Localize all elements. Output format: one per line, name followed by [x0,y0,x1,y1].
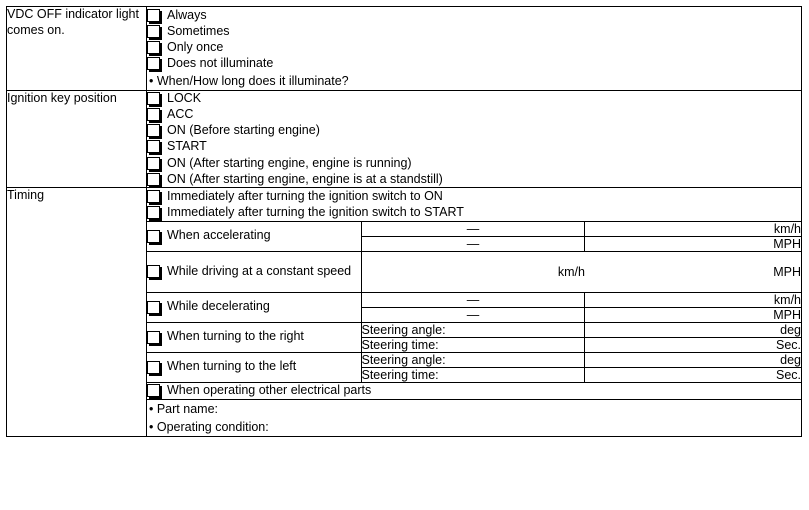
unit-accelerating-kmh: km/h [585,221,801,236]
option-ignition-on-engine-standstill[interactable] [147,171,801,187]
option-label: Sometimes [167,23,230,38]
option-vdc-always[interactable] [147,7,801,23]
option-label: ACC [167,107,194,122]
row-options-vdc [147,7,802,91]
checkbox-icon[interactable] [147,190,160,203]
timing-condition-turn-right-line1 [147,322,801,337]
condition-label-decelerating-cell [147,292,361,322]
condition-label-accelerating-cell [147,221,361,251]
timing-condition-decelerating-line1 [147,292,801,307]
option-label: ON (Before starting engine) [167,123,320,138]
row-label-ignition: Ignition key position [7,90,147,188]
checkbox-icon[interactable] [147,384,160,397]
option-ignition-on-engine-running[interactable] [147,155,801,171]
field-label-turn-left-steering-angle[interactable]: Steering angle: [361,352,585,367]
row-label-timing: Timing [7,188,147,436]
field-label-turn-left-steering-time[interactable]: Steering time: [361,367,585,382]
option-while-driving-constant-speed[interactable] [147,264,361,280]
value-field-decelerating-kmh[interactable]: — [361,292,585,307]
option-ignition-on-before-start[interactable] [147,123,801,139]
checkbox-icon[interactable] [147,173,160,186]
unit-decelerating-mph: MPH [585,307,801,322]
table-row-timing [7,188,802,436]
option-when-turning-right[interactable] [147,330,361,344]
checkbox-icon[interactable] [147,92,160,105]
unit-constant-speed-mph: MPH [585,251,801,292]
note-part-name: • Part name: [149,401,218,416]
unit-turn-right-sec: Sec. [585,337,801,352]
timing-condition-accelerating-line1 [147,221,801,236]
table-row-vdc [7,7,802,91]
checkbox-icon[interactable] [147,331,160,344]
checkbox-icon[interactable] [147,140,160,153]
field-label-turn-right-steering-time[interactable]: Steering time: [361,337,585,352]
timing-notes [147,399,801,436]
note-operating-condition: • Operating condition: [149,419,269,434]
option-when-turning-left[interactable] [147,360,361,374]
option-other-electrical-parts-cell [147,382,801,399]
checkbox-icon[interactable] [147,9,160,22]
option-ignition-lock[interactable] [147,91,801,107]
row-label-vdc: VDC OFF indicator light comes on. [7,7,147,91]
value-field-accelerating-kmh[interactable]: — [361,221,585,236]
field-label-turn-right-steering-angle[interactable]: Steering angle: [361,322,585,337]
diagnostic-worksheet-table [6,6,802,437]
option-when-operating-other-electrical-parts[interactable] [147,383,801,399]
row-options-ignition [147,90,802,188]
option-label: ON (After starting engine, engine is running) [167,155,412,170]
option-label: ON (After starting engine, engine is at a standstill) [167,171,443,186]
option-vdc-sometimes[interactable] [147,23,801,39]
checkbox-icon[interactable] [147,25,160,38]
timing-top-options-row [147,188,801,221]
condition-label-constant-speed-cell [147,251,361,292]
option-label: Immediately after turning the ignition switch to START [167,204,464,219]
unit-turn-right-deg: deg [585,322,801,337]
timing-top-options [147,188,801,221]
option-timing-after-ign-on[interactable] [147,188,801,204]
checkbox-icon[interactable] [147,206,160,219]
unit-decelerating-kmh: km/h [585,292,801,307]
checkbox-icon[interactable] [147,265,160,278]
note-vdc-duration: • When/How long does it illuminate? [149,73,349,88]
checkbox-icon[interactable] [147,41,160,54]
option-label: Does not illuminate [167,55,274,70]
unit-turn-left-deg: deg [585,352,801,367]
checkbox-icon[interactable] [147,157,160,170]
condition-label-turn-right-cell [147,322,361,352]
unit-constant-speed-kmh: km/h [361,251,585,292]
timing-condition-other-parts [147,382,801,399]
option-ignition-start[interactable] [147,139,801,155]
unit-turn-left-sec: Sec. [585,367,801,382]
option-label: Always [167,7,207,22]
checkbox-icon[interactable] [147,57,160,70]
timing-condition-constant-speed [147,251,801,292]
timing-condition-turn-left-line1 [147,352,801,367]
option-while-decelerating[interactable] [147,300,361,314]
checkbox-icon[interactable] [147,124,160,137]
option-ignition-acc[interactable] [147,107,801,123]
table-row-ignition [7,90,802,188]
row-options-timing [147,188,802,436]
unit-accelerating-mph: MPH [585,236,801,251]
condition-label-turn-left-cell [147,352,361,382]
option-label: Immediately after turning the ignition switch to ON [167,188,443,203]
option-label: LOCK [167,91,202,105]
checkbox-icon[interactable] [147,301,160,314]
checkbox-icon[interactable] [147,108,160,121]
option-label: When accelerating [167,228,271,242]
option-label: While driving at a constant speed [167,263,352,278]
value-field-decelerating-mph[interactable]: — [361,307,585,322]
timing-subtable [147,188,801,435]
option-label: While decelerating [167,299,270,313]
option-label: START [167,139,207,154]
option-when-accelerating[interactable] [147,229,361,243]
option-vdc-only-once[interactable] [147,39,801,55]
timing-notes-row [147,399,801,436]
checkbox-icon[interactable] [147,361,160,374]
option-label: When turning to the right [167,329,304,343]
option-vdc-does-not-illuminate[interactable] [147,55,801,71]
checkbox-icon[interactable] [147,230,160,243]
option-label: Only once [167,39,224,54]
option-label: When operating other electrical parts [167,383,372,397]
value-field-accelerating-mph[interactable]: — [361,236,585,251]
option-timing-after-ign-start[interactable] [147,204,801,220]
option-label: When turning to the left [167,359,297,373]
